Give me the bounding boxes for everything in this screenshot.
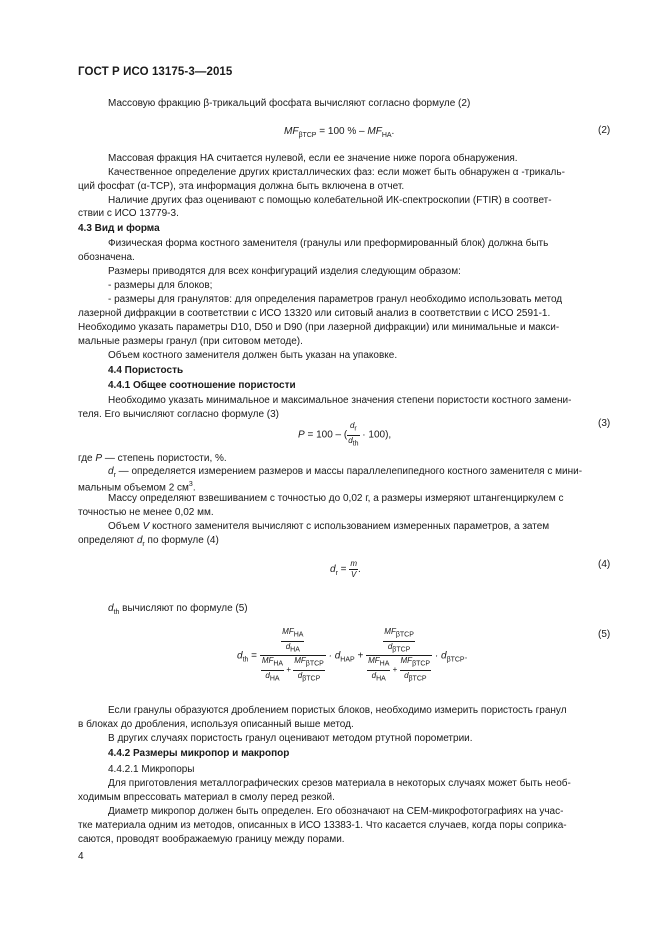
- formula-number: (4): [598, 559, 611, 570]
- paragraph-line: где P — степень пористости, %.: [78, 453, 227, 464]
- paragraph-line: Массовая фракция НА считается нулевой, если ее значение ниже порога обнаружения.: [108, 153, 518, 164]
- paragraph-line: Качественное определение других кристаллических фаз: если может быть обнаружен α -трикаль-: [108, 167, 565, 178]
- paragraph-line: Диаметр микропор должен быть определен. Его обозначают на СЕМ-микрофотографиях на учас-: [108, 806, 564, 817]
- fraction: $\frac{m}{V}$: [350, 559, 357, 579]
- paragraph-line: определяют $d_r$ по формуле (4): [78, 535, 219, 548]
- list-item: - размеры для гранулятов: для определения параметров гранул необходимо использовать метод: [108, 294, 563, 305]
- formula-2: $MF_{\beta TCP} = 100$ % – $MF_{HA}$.: [284, 126, 395, 139]
- paragraph-line: Наличие других фаз оценивают с помощью колебательной ИК-спектроскопии (FTIR) в соответ-: [108, 195, 552, 206]
- formula-number: (3): [598, 418, 611, 429]
- paragraph-line: В других случаях пористость гранул оценивают методом ртутной порометрии.: [108, 733, 473, 744]
- paragraph-line: $d_r$ — определяется измерением размеров и массы параллелепипедного костного заменителя с мини-: [108, 466, 583, 479]
- paragraph-line: ходимым впрессовать материал в смолу перед резкой.: [78, 792, 335, 803]
- paragraph-line: в блоках до дробления, используя описанный выше метод.: [78, 719, 354, 730]
- paragraph-line: Необходимо указать параметры D10, D50 и D90 (при лазерной дифракции) или минимальные и макси-: [78, 322, 560, 333]
- paragraph-line: тке материала одним из методов, описанных в ИСО 13383-1. Что касается случаев, когда поры соприка-: [78, 820, 567, 831]
- formula-5: $d_{th}$ = $\frac{MF_{HA}}{d_{HA}}$ $\frac{MF_{HA}}{d_{HA}}$ + $\frac{MF_{\beta TCP}}{d_{\beta TCP}}$ · $d_{HAP}$ + $\frac{MF_{\beta TCP}}{d_{\beta TCP}}$ $\frac{MF_{HA}}{d_{HA}}$ + $\frac{MF_{\beta TCP}}{d_{\beta TCP}}$ · $d_{\beta TCP}$.: [237, 627, 468, 683]
- formula-number: (5): [598, 629, 611, 640]
- paragraph-line: мальным объемом 2 $см^3$.: [78, 481, 196, 494]
- paragraph-line: Для приготовления металлографических срезов материала в некоторых случаях может быть необ-: [108, 778, 571, 789]
- paragraph-line: Объем V костного заменителя вычисляют с использованием измеренных параметров, а затем: [108, 521, 550, 532]
- paragraph-line: обозначена.: [78, 252, 135, 263]
- paragraph-line: Необходимо указать минимальное и максимальное значения степени пористости костного замени-: [108, 395, 572, 406]
- formula-4: $d_r$ = $\frac{m}{V}$ .: [330, 559, 361, 579]
- list-item: - размеры для блоков;: [108, 280, 213, 291]
- paragraph-line: Размеры приводятся для всех конфигураций изделия следующим образом:: [108, 266, 461, 277]
- paragraph-line: ствии с ИСО 13779-3.: [78, 208, 179, 219]
- subsubsection-heading: 4.4.2.1 Микропоры: [108, 764, 195, 775]
- fraction-ha: $\frac{MF_{HA}}{d_{HA}}$ $\frac{MF_{HA}}{d_{HA}}$ + $\frac{MF_{\beta TCP}}{d_{\beta TCP}}$: [261, 627, 324, 683]
- subsection-heading: 4.4.1 Общее соотношение пористости: [108, 380, 296, 391]
- paragraph-line: Массовую фракцию β-трикальций фосфата вычисляют согласно формуле (2): [108, 98, 471, 109]
- section-heading: 4.3 Вид и форма: [78, 223, 160, 234]
- subsection-heading: 4.4.2 Размеры микропор и макропор: [108, 748, 290, 759]
- paragraph-line: лазерной дифракции в соответствии с ИСО 13320 или ситовый анализ в соответствии с ИСО 2591-1.: [78, 308, 551, 319]
- paragraph-line: Физическая форма костного заменителя (гранулы или преформированный блок) должна быть: [108, 238, 549, 249]
- paragraph-line: саются, проводят воображаемую границу между порами.: [78, 834, 345, 845]
- paragraph-line: теля. Его вычисляют согласно формуле (3): [78, 409, 280, 420]
- paragraph-line: ций фосфат (α-TCP), эта информация должна быть включена в отчет.: [78, 181, 405, 192]
- document-header: ГОСТ Р ИСО 13175-3—2015: [78, 66, 233, 78]
- formula-number: (2): [598, 125, 611, 136]
- paragraph-line: мальные размеры гранул (при ситовом методе).: [78, 336, 303, 347]
- paragraph-line: Массу определяют взвешиванием с точностью до 0,02 г, а размеры измеряют штангенциркулем с: [108, 493, 564, 504]
- formula-3: P = 100 – ( $\frac{d_r}{d_{th}}$ · 100),: [298, 421, 392, 448]
- paragraph-line: $d_{th}$ вычисляют по формуле (5): [108, 603, 248, 616]
- paragraph-line: Если гранулы образуются дроблением пористых блоков, необходимо измерить пористость гранул: [108, 705, 567, 716]
- section-heading: 4.4 Пористость: [108, 365, 184, 376]
- fraction: $\frac{d_r}{d_{th}}$: [348, 421, 359, 448]
- paragraph-line: точностью не менее 0,02 мм.: [78, 507, 214, 518]
- paragraph-line: Объем костного заменителя должен быть указан на упаковке.: [108, 350, 398, 361]
- page-number: 4: [78, 851, 84, 862]
- fraction-btcp: $\frac{MF_{\beta TCP}}{d_{\beta TCP}}$ $\frac{MF_{HA}}{d_{HA}}$ + $\frac{MF_{\beta TCP}}{d_{\beta TCP}}$: [368, 627, 431, 683]
